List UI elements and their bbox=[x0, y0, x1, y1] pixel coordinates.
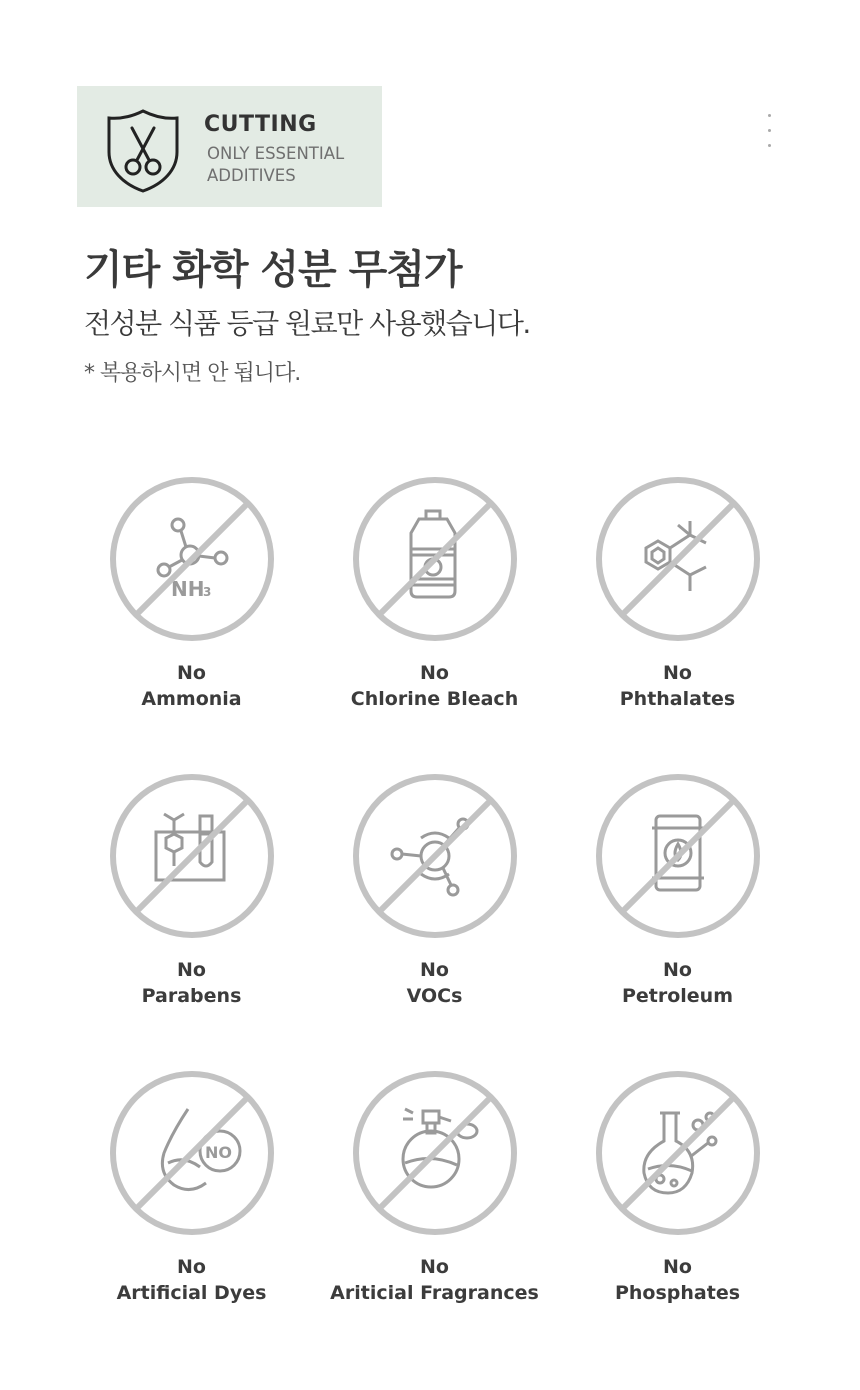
scissors-shield-icon bbox=[105, 108, 181, 194]
item-prefix: No bbox=[420, 959, 449, 981]
item-name: Ammonia bbox=[141, 688, 242, 710]
lab-test-tube-icon bbox=[108, 772, 276, 940]
item-prefix: No bbox=[663, 662, 692, 684]
perfume-bottle-icon bbox=[351, 1069, 519, 1237]
page-subtitle: 전성분 식품 등급 원료만 사용했습니다. bbox=[84, 307, 530, 340]
ammonia-formula-subscript: 3 bbox=[202, 585, 211, 599]
bleach-bottle-icon bbox=[351, 475, 519, 643]
feature-item-phthalates bbox=[556, 475, 799, 712]
feature-item-petroleum bbox=[556, 772, 799, 1009]
item-name: Phosphates bbox=[614, 1282, 741, 1304]
feature-item-artificial-dyes bbox=[70, 1069, 313, 1306]
feature-item-chlorine-bleach bbox=[313, 475, 556, 712]
page-title: 기타 화학 성분 무첨가 bbox=[84, 247, 462, 293]
voc-molecule-icon bbox=[351, 772, 519, 940]
item-name: Phthalates bbox=[619, 688, 736, 710]
item-name: Ariticial Fragrances bbox=[330, 1282, 539, 1304]
item-name: VOCs bbox=[406, 985, 463, 1007]
feature-item-phosphates bbox=[556, 1069, 799, 1306]
badge-subtitle: ONLY ESSENTIAL ADDITIVES bbox=[207, 144, 345, 185]
feature-badge bbox=[77, 86, 382, 207]
item-prefix: No bbox=[177, 959, 206, 981]
flask-icon bbox=[594, 1069, 762, 1237]
item-prefix: No bbox=[663, 1256, 692, 1278]
badge-title: CUTTING bbox=[204, 112, 317, 137]
item-prefix: No bbox=[177, 1256, 206, 1278]
feature-item-vocs bbox=[313, 772, 556, 1009]
phthalate-molecule-icon bbox=[594, 475, 762, 643]
feature-item-artificial-fragrances bbox=[313, 1069, 556, 1306]
item-prefix: No bbox=[420, 1256, 449, 1278]
kebab-menu-icon[interactable] bbox=[760, 110, 780, 154]
item-name: Chlorine Bleach bbox=[350, 688, 519, 710]
ammonia-formula: NH bbox=[170, 577, 204, 601]
ammonia-molecule-icon bbox=[108, 475, 276, 643]
dye-drop-icon bbox=[108, 1069, 276, 1237]
dye-no-text: NO bbox=[204, 1143, 232, 1162]
item-prefix: No bbox=[177, 662, 206, 684]
item-name: Parabens bbox=[141, 985, 242, 1007]
page-note: * 복용하시면 안 됩니다. bbox=[84, 361, 301, 386]
oil-barrel-icon bbox=[594, 772, 762, 940]
item-prefix: No bbox=[420, 662, 449, 684]
feature-item-parabens bbox=[70, 772, 313, 1009]
item-prefix: No bbox=[663, 959, 692, 981]
item-name: Artificial Dyes bbox=[116, 1282, 267, 1304]
item-name: Petroleum bbox=[621, 985, 734, 1007]
feature-item-ammonia bbox=[70, 475, 313, 712]
